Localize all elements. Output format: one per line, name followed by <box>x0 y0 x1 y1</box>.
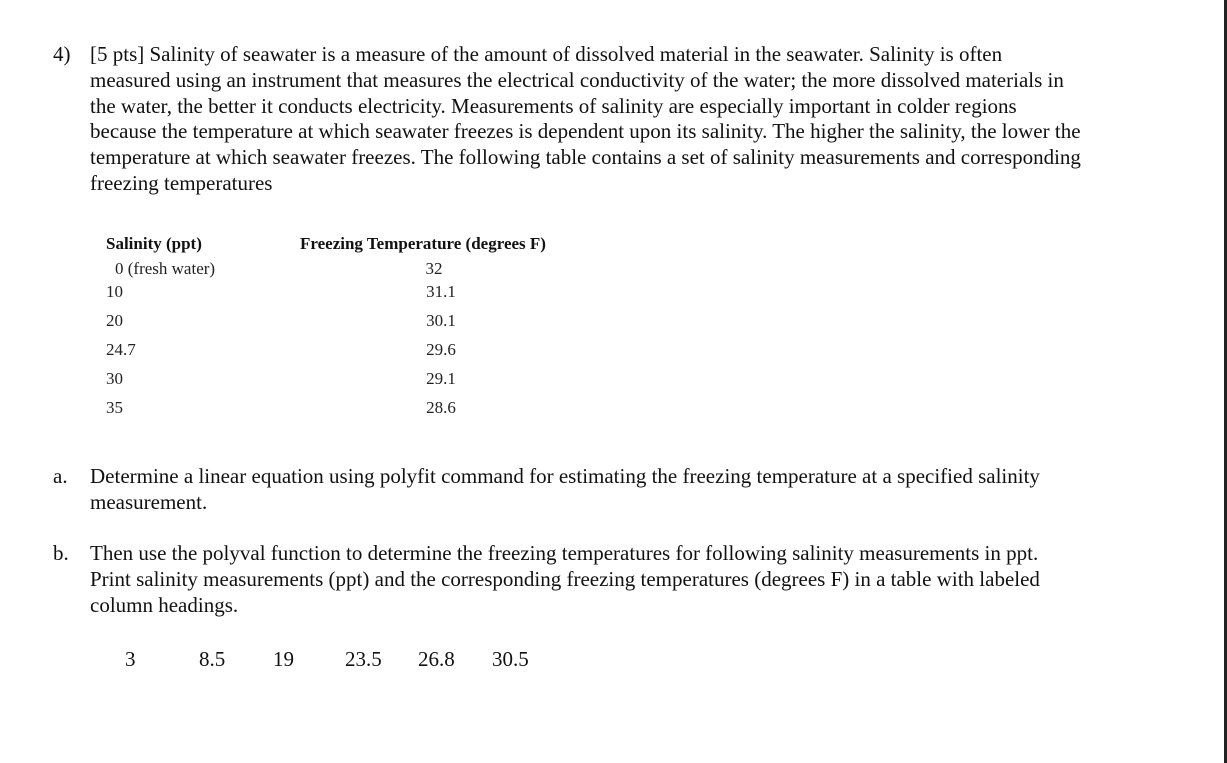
question-line: because the temperature at which seawater freezes is dependent upon its salinity. The higher the salinity, the lower the <box>90 119 1081 144</box>
part-b-line: column headings. <box>90 592 239 617</box>
question-text <box>90 42 1160 197</box>
question-number: 4) <box>53 42 71 66</box>
part-a-label: a. <box>53 464 68 488</box>
question-line: temperature at which seawater freezes. The following table contains a set of salinity measurements and corresponding <box>90 145 1081 170</box>
salinity-value: 19 <box>273 647 294 671</box>
table-cell-temperature: 29.1 <box>426 369 456 388</box>
table-cell-salinity: 24.7 <box>106 340 136 359</box>
salinity-value: 8.5 <box>199 647 226 671</box>
question-line: measured using an instrument that measures the electrical conductivity of the water; the more dissolved materials in <box>90 67 1064 92</box>
part-a-text <box>90 464 1160 516</box>
table-cell-salinity: 10 <box>106 282 123 301</box>
part-b-text <box>90 541 1160 618</box>
part-b-line: Print salinity measurements (ppt) and the corresponding freezing temperatures (degrees F) in a table with labeled <box>90 566 1040 591</box>
part-a-line: measurement. <box>90 489 208 514</box>
part-b-line: Then use the polyval function to determine the freezing temperatures for following salinity measurements in ppt. <box>90 541 1039 565</box>
question-line: freezing temperatures <box>90 170 273 195</box>
table-cell-salinity: 20 <box>106 311 123 330</box>
table-header-salinity: Salinity (ppt) <box>106 234 202 253</box>
salinity-value: 30.5 <box>492 647 529 671</box>
table-header-freezing-temperature: Freezing Temperature (degrees F) <box>300 234 546 253</box>
table-cell-temperature: 30.1 <box>426 311 456 330</box>
table-cell-salinity: 30 <box>106 369 123 388</box>
table-cell-temperature: 29.6 <box>426 340 456 359</box>
part-b-label: b. <box>53 541 69 565</box>
table-cell-temperature: 31.1 <box>426 282 456 301</box>
table-cell-temperature: 28.6 <box>426 398 456 417</box>
question-line: the water, the better it conducts electricity. Measurements of salinity are especially important in colder regions <box>90 93 1017 118</box>
part-a-line: Determine a linear equation using polyfit command for estimating the freezing temperature at a specified salinity <box>90 464 1040 488</box>
table-cell-salinity: 0 (fresh water) <box>115 259 216 278</box>
question-line: [5 pts] Salinity of seawater is a measure of the amount of dissolved material in the seawater. Salinity is often <box>90 42 1003 66</box>
salinity-value: 26.8 <box>418 647 455 671</box>
table-cell-temperature: 32 <box>425 259 443 278</box>
salinity-value: 23.5 <box>345 647 382 671</box>
table-cell-salinity: 35 <box>106 398 123 417</box>
salinity-value: 3 <box>125 647 136 671</box>
